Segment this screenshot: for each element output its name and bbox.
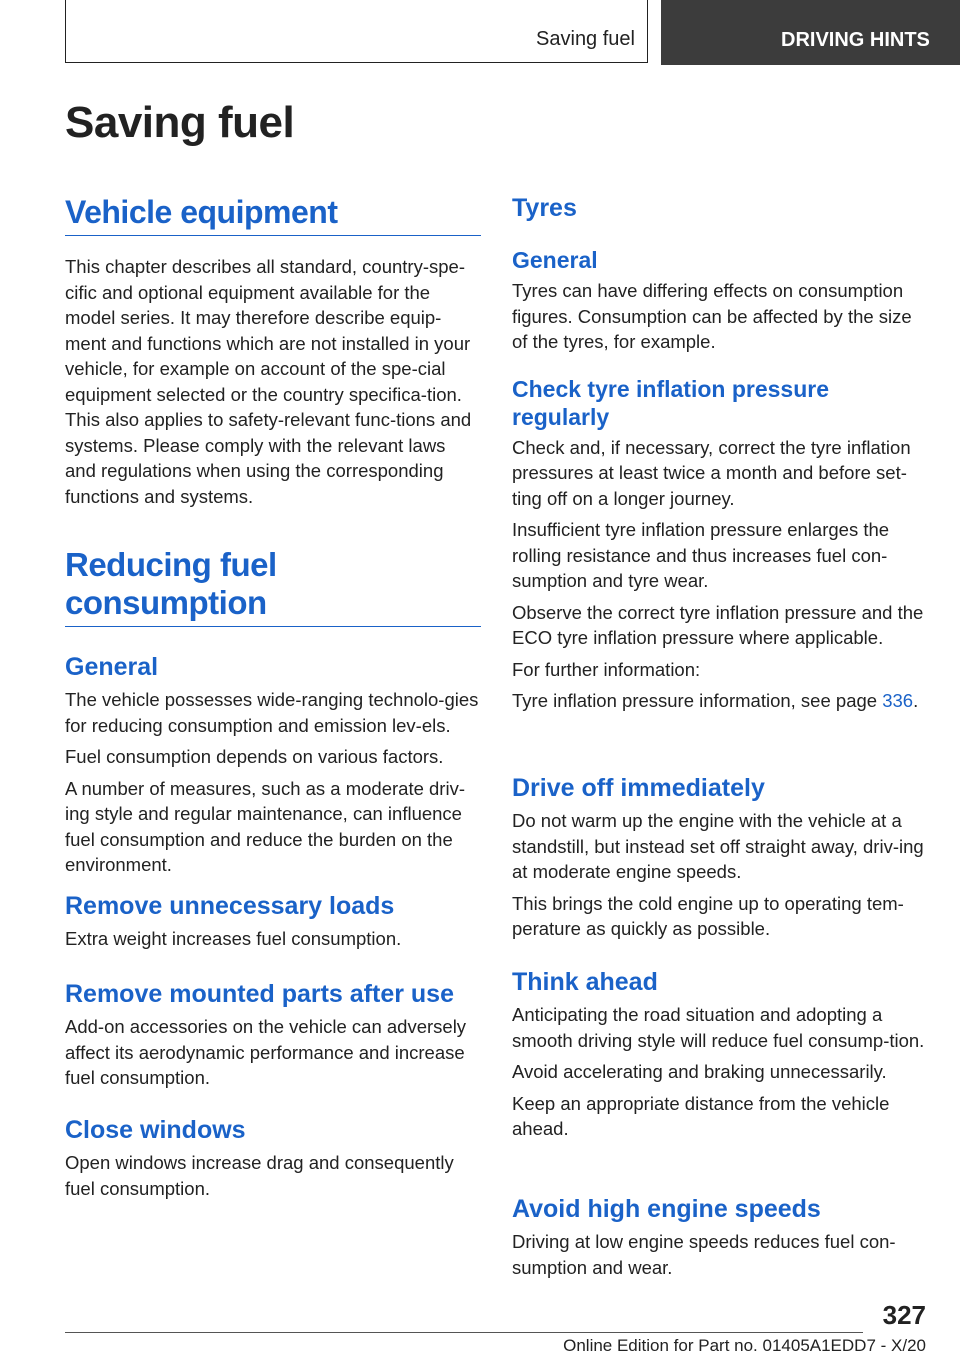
section-heading: Think ahead xyxy=(512,968,658,996)
footer-divider xyxy=(65,1332,863,1333)
subsection-heading: Close windows xyxy=(65,1116,246,1144)
paragraph xyxy=(512,688,928,714)
section-windows xyxy=(65,1116,481,1201)
paragraph: Insufficient tyre inflation pressure enlarges the rolling resistance and thus increases fuel con-sumption and tyre wear. xyxy=(512,519,890,591)
section-heading: Avoid high engine speeds xyxy=(512,1195,821,1223)
section-heading: Reducing fuel consumption xyxy=(65,546,481,627)
subsection-heading: General xyxy=(512,247,598,273)
section-heading: Tyres xyxy=(512,194,577,222)
paragraph: Open windows increase drag and consequently fuel consumption. xyxy=(65,1152,454,1199)
page-number: 327 xyxy=(882,1300,926,1330)
paragraph: For further information: xyxy=(512,658,701,680)
section-heading: Drive off immediately xyxy=(512,774,765,802)
paragraph: A number of measures, such as a moderate driv-ing style and regular maintenance, can influence fuel consumption and reduce the burden on the environment. xyxy=(65,777,465,875)
paragraph: Driving at low engine speeds reduces fuel con-sumption and wear. xyxy=(512,1231,896,1278)
paragraph: This brings the cold engine up to operating tem-perature as quickly as possible. xyxy=(512,892,904,939)
paragraph: Tyres can have differing effects on consumption figures. Consumption can be affected by the size of the tyres, for example. xyxy=(512,280,912,352)
section-heading: Vehicle equipment xyxy=(65,194,481,236)
section-high-speeds xyxy=(512,1195,928,1280)
header-section-title: Saving fuel xyxy=(536,28,635,50)
paragraph: Keep an appropriate distance from the vehicle ahead. xyxy=(512,1092,890,1139)
section-drive-off xyxy=(512,774,928,942)
paragraph: Avoid accelerating and braking unnecessarily. xyxy=(512,1061,887,1082)
paragraph: Fuel consumption depends on various factors. xyxy=(65,746,444,767)
paragraph: The vehicle possesses wide-ranging technolo-gies for reducing consumption and emission lev-els. xyxy=(65,689,479,736)
subsection-heading: General xyxy=(65,653,159,681)
section-loads xyxy=(65,892,481,952)
subsection-heading: Remove mounted parts after use xyxy=(65,980,454,1008)
paragraph-text: Tyre inflation pressure information, see page xyxy=(512,690,883,711)
paragraph: Add-on accessories on the vehicle can adversely affect its aerodynamic performance and increase fuel consumption. xyxy=(65,1016,467,1088)
page-link[interactable]: 336 xyxy=(882,690,914,711)
paragraph: Observe the correct tyre inflation pressure and the ECO tyre inflation pressure where applicable. xyxy=(512,601,924,648)
paragraph-text: . xyxy=(913,690,919,711)
paragraph: Extra weight increases fuel consumption. xyxy=(65,928,402,949)
page-title: Saving fuel xyxy=(65,98,295,147)
subsection-heading: Check tyre inflation pressure regularly xyxy=(512,375,829,430)
section-reducing-fuel xyxy=(65,546,481,878)
section-vehicle-equipment xyxy=(65,194,481,509)
paragraph: Check and, if necessary, correct the tyre inflation pressures at least twice a month and before set-ting off on a longer journey. xyxy=(512,436,911,509)
paragraph: Do not warm up the engine with the vehicle at a standstill, but instead set off straight away, driv-ing at moderate engine speeds. xyxy=(512,810,924,882)
section-tyres xyxy=(512,194,928,714)
footer-edition: Online Edition for Part no. 01405A1EDD7 - X/20 xyxy=(563,1336,926,1355)
paragraph: Anticipating the road situation and adopting a smooth driving style will reduce fuel consump-tion. xyxy=(512,1004,925,1051)
section-think-ahead xyxy=(512,968,928,1142)
paragraph: This chapter describes all standard, country-spe-cific and optional equipment available for the model series. It may therefore describe equip-ment and functions which are not installed in your vehicle, for example on account of the spe-cial equipment selected or the country specifica-tion. This also applies to safety-relevant func-tions and systems. Please comply with the relevant laws and regulations when using the corresponding functions and systems. xyxy=(65,256,472,507)
section-mounted-parts xyxy=(65,980,481,1091)
subsection-heading: Remove unnecessary loads xyxy=(65,892,395,920)
chapter-tab: DRIVING HINTS xyxy=(661,0,960,65)
